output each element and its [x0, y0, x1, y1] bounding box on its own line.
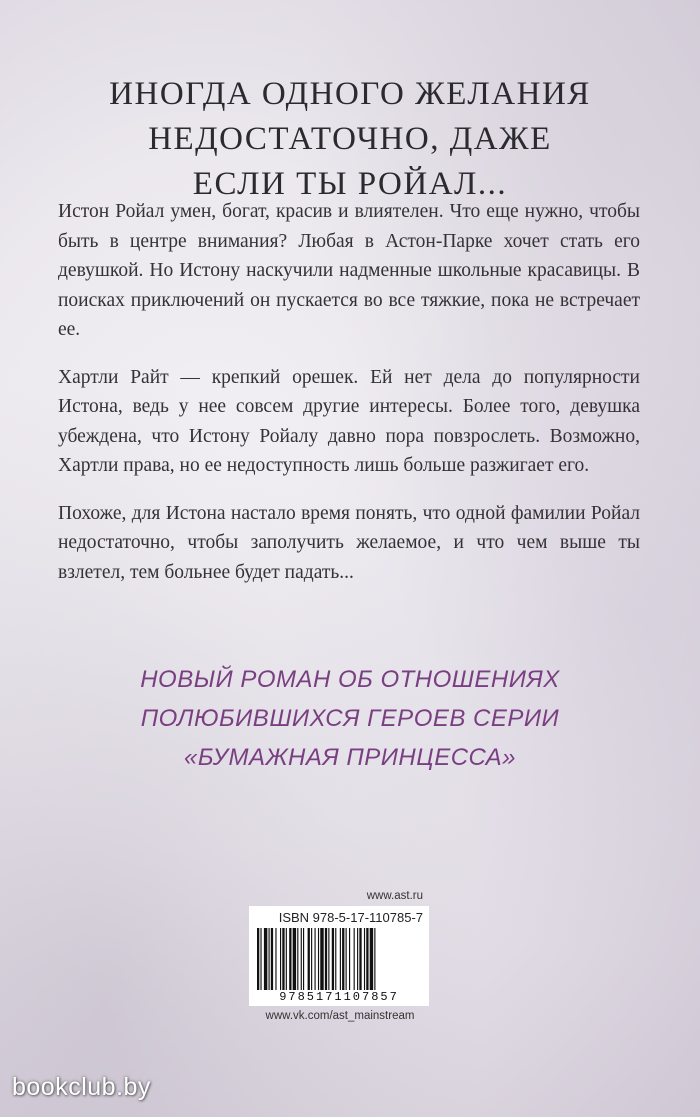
- tagline-line-3: «БУМАЖНАЯ ПРИНЦЕССА»: [184, 744, 516, 771]
- barcode-block: [245, 890, 435, 1022]
- blurb-paragraph-1: Истон Ройал умен, богат, красив и влиятелен. Что еще нужно, чтобы быть в центре внимания? Любая в Астон-Парке хочет стать его девушкой. Но Истону наскучили надменные школьные красавицы. В поисках приключений он пускается во все тяжкие, пока не встречает ее.: [58, 201, 640, 340]
- vk-link: www.vk.com/ast_mainstream: [265, 1010, 415, 1022]
- barcode-number: 9785171107857: [279, 990, 399, 1004]
- headline-line-1: ИНОГДА ОДНОГО ЖЕЛАНИЯ: [109, 76, 591, 112]
- tagline-line-1: НОВЫЙ РОМАН ОБ ОТНОШЕНИЯХ: [140, 666, 560, 693]
- headline-line-2: НЕДОСТАТОЧНО, ДАЖЕ: [148, 121, 552, 157]
- tagline-line-2: ПОЛЮБИВШИХСЯ ГЕРОЕВ СЕРИИ: [140, 705, 560, 732]
- publisher-site: www.ast.ru: [366, 890, 423, 902]
- blurb: [58, 197, 640, 605]
- blurb-paragraph-3: Похоже, для Истона настало время понять, что одной фамилии Ройал недостаточно, чтобы заполучить желаемое, и что чем выше ты взлетел, тем больнее будет падать...: [58, 502, 640, 583]
- barcode-icon: [255, 928, 423, 990]
- isbn-label: ISBN 978-5-17-110785-7: [278, 910, 423, 925]
- blurb-paragraph-2: Хартли Райт — крепкий орешек. Ей нет дела до популярности Истона, ведь у нее совсем другие интересы. Более того, девушка убеждена, что Истону Ройалу давно пора повзрослеть. Возможно, Хартли права, но ее недоступность лишь больше разжигает его.: [58, 366, 640, 476]
- headline: [60, 72, 640, 207]
- watermark: bookclub.by: [12, 1073, 151, 1101]
- barcode-box: [249, 906, 429, 1006]
- headline-line-3: ЕСЛИ ТЫ РОЙАЛ...: [192, 166, 508, 202]
- series-tagline: [40, 660, 660, 777]
